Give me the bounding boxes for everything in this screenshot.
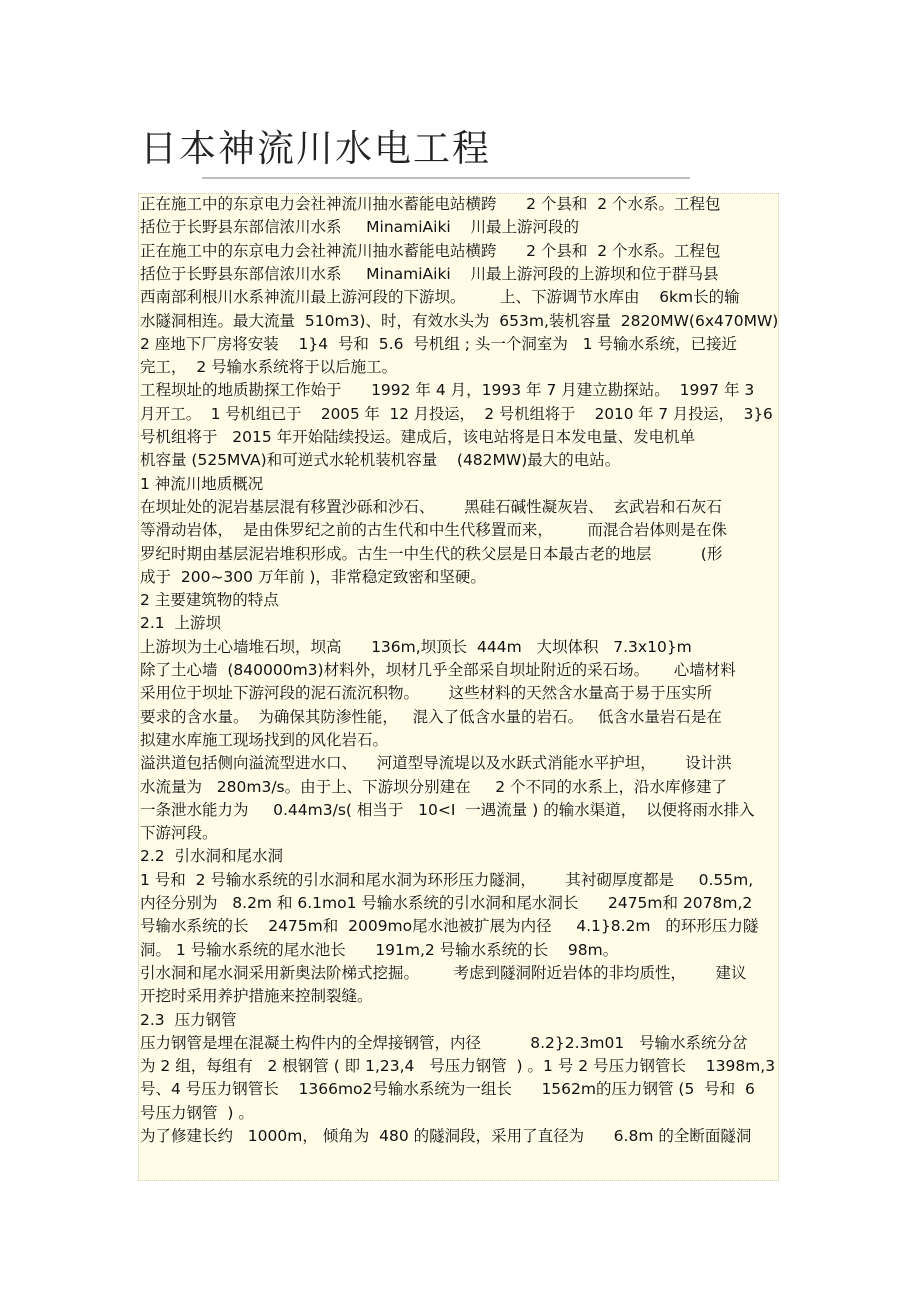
text-line: 1 神流川地质概况	[140, 474, 264, 493]
text-line: 正在施工中的东京电力会社神流川抽水蓄能电站横跨 2 个县和 2 个水系。工程包	[140, 241, 721, 260]
text-line: 溢洪道包括侧向溢流型进水口、 河道型导流堤以及水跃式消能水平护坦， 设计洪	[140, 754, 732, 773]
text-line: 下游河段。	[140, 824, 218, 843]
text-line: 开挖时采用养护措施来控制裂缝。	[140, 987, 373, 1006]
text-line: 完工， 2 号输水系统将于以后施工。	[140, 358, 398, 377]
text-line: 2.1 上游坝	[140, 614, 222, 633]
text-line: 除了土心墙 (840000m3)材料外，坝材几乎全部采自坝址附近的采石场。 心墙材料	[140, 661, 736, 679]
text-line: 水流量为 280m3/s。由于上、下游坝分别建在 2 个不同的水系上，沿水库修建了	[140, 777, 728, 796]
text-line: 等滑动岩体， 是由侏罗纪之前的古生代和中生代移置而来， 而混合岩体则是在侏	[140, 521, 727, 540]
text-line: 成于 200~300 万年前 )，非常稳定致密和坚硬。	[140, 567, 486, 586]
document-title: 日本神流川水电工程	[140, 127, 491, 170]
text-line: 为了修建长约 1000m， 倾角为 480 的隧洞段，采用了直径为 6.8m 的全断面隧洞	[140, 1127, 752, 1145]
text-line: 引水洞和尾水洞采用新奥法阶梯式挖掘。 考虑到隧洞附近岩体的非均质性， 建议	[140, 963, 747, 982]
text-line: 内径分别为 8.2m 和 6.1mo1 号输水系统的引水洞和尾水洞长 2475m和 2078m,2	[140, 894, 753, 912]
text-line: 工程坝址的地质勘探工作始于 1992 年 4 月，1993 年 7 月建立勘探站。 1997 年 3	[140, 381, 755, 400]
text-line: 1 号和 2 号输水系统的引水洞和尾水洞为环形压力隧洞， 其衬砌厚度都是 0.55m,	[140, 870, 754, 889]
text-line: 号、4 号压力钢管长 1366mo2号输水系统为一组长 1562m的压力钢管 (5 号和 6	[140, 1080, 755, 1099]
text-line: 水隧洞相连。最大流量 510m3)、时，有效水头为 653m,装机容量 2820MW(6x470MW)	[140, 311, 779, 330]
text-line: 西南部利根川水系神流川最上游河段的下游坝。 上、下游调节水库由 6km长的输	[140, 288, 740, 307]
text-line: 月开工。 1 号机组已于 2005 年 12 月投运， 2 号机组将于 2010 年 7 月投运， 3}6	[140, 404, 773, 423]
text-line: 采用位于坝址下游河段的泥石流沉积物。 这些材料的天然含水量高于易于压实所	[140, 684, 713, 703]
text-line: 机容量 (525MVA)和可逆式水轮机装机容量 (482MW)最大的电站。	[140, 451, 621, 470]
text-line: 上游坝为土心墙堆石坝，坝高 136m,坝顶长 444m 大坝体积 7.3x10}m	[140, 637, 692, 656]
text-line: 要求的含水量。 为确保其防渗性能， 混入了低含水量的岩石。 低含水量岩石是在	[140, 707, 722, 726]
text-line: 2.3 压力钢管	[140, 1010, 237, 1029]
text-line: 2.2 引水洞和尾水洞	[140, 847, 284, 866]
text-line: 号机组将于 2015 年开始陆续投运。建成后，该电站将是日本发电量、发电机单	[140, 428, 696, 446]
text-line: 2 座地下厂房将安装 1}4 号和 5.6 号机组 ; 头一个洞室为 1 号输水系统，已接近	[140, 334, 737, 353]
text-line: 一条泄水能力为 0.44m3/s( 相当于 10<I 一遇流量 ) 的输水渠道， 以便将雨水排入	[140, 800, 755, 819]
text-line: 拟建水库施工现场找到的风化岩石。	[140, 730, 389, 749]
text-line: 洞。 1 号输水系统的尾水池长 191m,2 号输水系统的长 98m。	[140, 940, 619, 959]
text-line: 括位于长野县东部信浓川水系 MinamiAiki 川最上游河段的	[140, 218, 579, 237]
text-line: 在坝址处的泥岩基层混有移置沙砾和沙石、 黑硅石碱性凝灰岩、 玄武岩和石灰石	[140, 497, 722, 516]
text-line: 括位于长野县东部信浓川水系 MinamiAiki 川最上游河段的上游坝和位于群马县	[140, 264, 719, 283]
text-line: 号压力钢管 ) 。	[140, 1103, 254, 1122]
text-line: 罗纪时期由基层泥岩堆积形成。古生一中生代的秩父层是日本最古老的地层 (形	[140, 544, 723, 563]
text-line: 2 主要建筑物的特点	[140, 591, 279, 610]
text-line: 号输水系统的长 2475m和 2009mo尾水池被扩展为内径 4.1}8.2m 的环形压力隧	[140, 917, 759, 936]
text-line: 为 2 组，每组有 2 根钢管 ( 即 1,23,4 号压力钢管 ) 。1 号 2 号压力钢管长 1398m,3	[140, 1057, 776, 1076]
text-line: 压力钢管是埋在混凝土构件内的全焊接钢管，内径 8.2}2.3m01 号输水系统分岔	[140, 1033, 748, 1052]
text-line: 正在施工中的东京电力会社神流川抽水蓄能电站横跨 2 个县和 2 个水系。工程包	[140, 195, 721, 213]
title-underline	[202, 177, 690, 179]
